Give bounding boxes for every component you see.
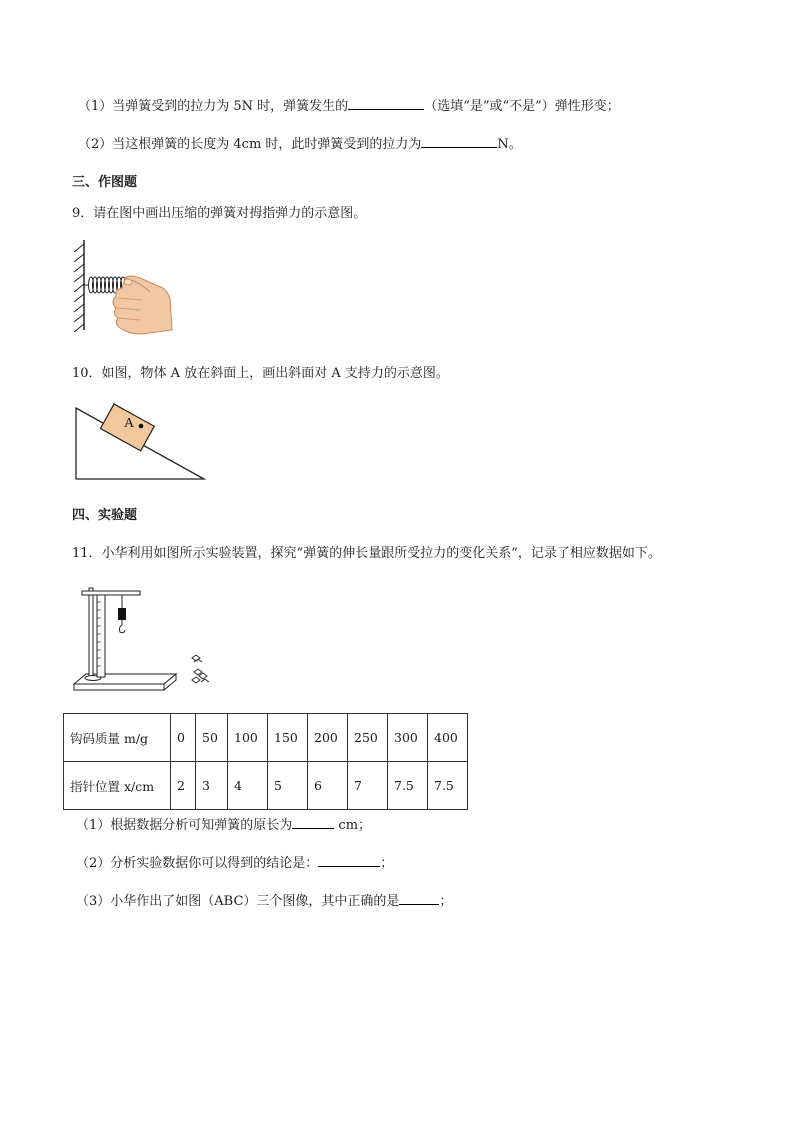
table-cell: 400 [428,714,468,762]
table-cell: 7.5 [388,762,428,810]
q8-part1: （1）当弹簧受到的拉力为 5N 时，弹簧发生的 （选填“是”或“不是”）弹性形变； [78,99,620,114]
answer-blank[interactable] [421,135,497,148]
spring-icon [118,595,126,633]
q8-part2: （2）当这根弹簧的长度为 4cm 时，此时弹簧受到的拉力为 N。 [78,137,522,152]
question-11-text: 11．小华利用如图所示实验装置，探究“弹簧的伸长量跟所受拉力的变化关系”，记录了相应数据如下。 [72,546,661,561]
wall-icon [74,240,84,332]
answer-blank[interactable] [292,816,334,829]
q11-part1: （1）根据数据分析可知弹簧的原长为 cm； [76,818,372,833]
data-table [63,713,468,810]
table-cell: 7.5 [428,762,468,810]
ruler-icon [97,595,105,677]
table-cell: 100 [228,714,268,762]
table-cell: 50 [196,714,228,762]
q11-part3: （3）小华作出了如图（ABC）三个图像，其中正确的是 ； [76,894,453,909]
table-cell: 300 [388,714,428,762]
table-cell: 5 [268,762,308,810]
table-row [64,762,468,810]
section-title: 四、实验题 [72,508,138,523]
incline-figure [72,398,212,484]
crossbar [82,591,140,595]
question-9-text: 9．请在图中画出压缩的弹簧对拇指弹力的示意图。 [72,206,367,221]
block-a-label: A [124,416,135,431]
weights-icon [192,655,209,683]
table-cell: 7 [348,762,388,810]
center-dot [139,424,144,429]
answer-blank[interactable] [348,97,424,110]
table-cell: 250 [348,714,388,762]
table-cell: 200 [308,714,348,762]
row-header: 指针位置 x/cm [64,762,171,810]
table-cell: 4 [228,762,268,810]
table-cell: 2 [171,762,196,810]
table-cell: 0 [171,714,196,762]
table-cell: 6 [308,762,348,810]
section-title: 三、作图题 [72,175,138,190]
answer-blank[interactable] [318,854,380,867]
stand-rod [89,588,93,678]
spring-hand-figure [70,238,180,338]
answer-blank[interactable] [399,892,439,905]
q11-part2: （2）分析实验数据你可以得到的结论是： ； [76,856,394,871]
table-cell: 3 [196,762,228,810]
question-10-text: 10．如图，物体 A 放在斜面上，画出斜面对 A 支持力的示意图。 [72,366,449,381]
spring-apparatus-figure [72,578,217,696]
table-row [64,714,468,762]
row-header: 钩码质量 m/g [64,714,171,762]
table-cell: 150 [268,714,308,762]
